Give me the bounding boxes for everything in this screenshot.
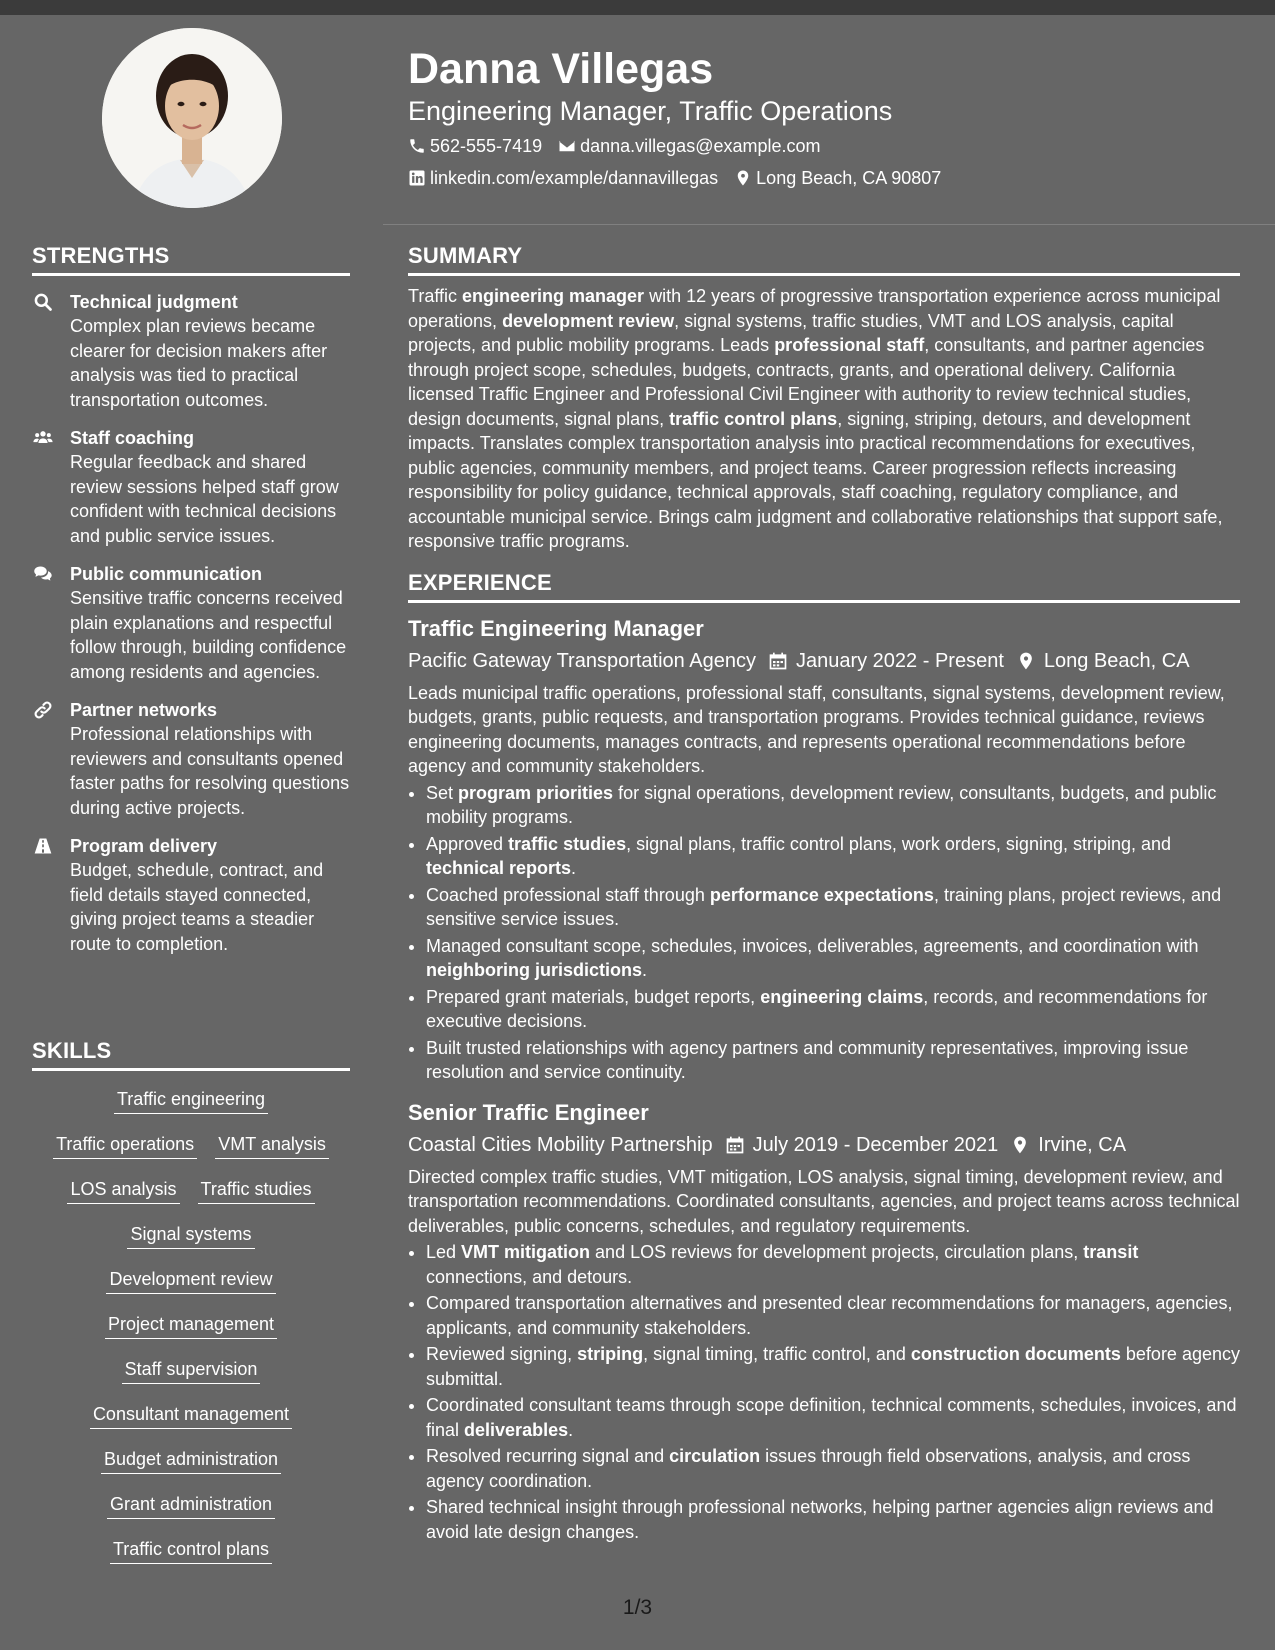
job-company: Coastal Cities Mobility Partnership [408,1133,713,1156]
summary-heading: SUMMARY [408,243,1240,276]
strength-title: Staff coaching [70,428,195,448]
main-column [408,243,1240,1544]
skill-tag: Staff supervision [122,1357,261,1384]
strength-text: Budget, schedule, contract, and field details stayed connected, giving project teams a steadier route to completion. [70,860,324,954]
email-text: danna.villegas@example.com [580,136,821,156]
phone-icon [408,137,426,155]
strength-title: Program delivery [70,836,218,856]
calendar-icon [725,1135,745,1155]
envelope-icon [558,137,576,155]
profile-photo [102,28,282,208]
strength-item [32,426,350,548]
strength-item [32,290,350,412]
skill-tag: Signal systems [127,1222,254,1249]
job-bullet: • Resolved recurring signal and circulation issues through field observations, analysis, and cross agency coordination. [426,1444,1240,1493]
strength-text: Professional relationships with reviewers and consultants opened faster paths for resolving questions during active projects. [70,724,350,818]
job-bullet: • Led VMT mitigation and LOS reviews for development projects, circulation plans, transit connections, and detours. [426,1240,1240,1289]
skill-tag: VMT analysis [215,1132,329,1159]
road-icon [32,836,54,856]
contact-row-2 [408,166,1238,190]
strengths-section [32,243,350,956]
strength-text: Regular feedback and shared review sessions helped staff grow confident with technical decisions and public service issues. [70,452,339,546]
job-bullet: • Set program priorities for signal operations, development review, consultants, budgets, and public mobility programs. [426,781,1240,830]
map-pin-icon [734,169,752,187]
job-location: Long Beach, CA [1043,649,1190,672]
job-description: Directed complex traffic studies, VMT mitigation, LOS analysis, signal timing, development review, and transportation recommendations. Coordinated consultants, agencies, and project teams across technical deliverables, public concerns, schedules, and regulatory requirements. [408,1166,1240,1236]
strength-item [32,562,350,684]
link-icon [32,700,54,720]
skill-tag: Project management [105,1312,277,1339]
comments-icon [32,564,54,584]
strength-text: Complex plan reviews became clearer for decision makers after analysis was tied to practical transportation outcomes. [70,316,328,410]
strength-title: Public communication [70,564,263,584]
users-icon [32,428,54,448]
location-text: Long Beach, CA 90807 [756,168,942,188]
job-bullets [408,781,1240,1085]
strength-text: Sensitive traffic concerns received plain explanations and respectful follow through, building confidence among residents and agencies. [70,588,347,682]
job-description: Leads municipal traffic operations, professional staff, consultants, signal systems, development review, budgets, grants, public requests, and transportation programs. Provides technical guidance, reviews engineering documents, manages contracts, and represents operational recommendations before agency and community stakeholders. [408,682,1225,776]
skill-tag: Budget administration [101,1447,281,1474]
skills-section [32,1038,350,1582]
skill-tag: Grant administration [107,1492,275,1519]
strength-title: Partner networks [70,700,218,720]
skill-tag: LOS analysis [67,1177,179,1204]
strengths-heading: STRENGTHS [32,243,350,276]
candidate-name: Danna Villegas [408,45,714,93]
summary-text: Traffic engineering manager with 12 years of progressive transportation experience across municipal operations, development review, signal systems, traffic studies, VMT and LOS analysis, capital projects, and public mobility programs. Leads professional staff, consultants, and partner agencies through project scope, schedules, budgets, contracts, grants, and operational delivery. California licensed Traffic Engineer and Professional Civil Engineer with authority to review technical studies, design documents, signal plans, traffic control plans, signing, striping, detours, and development impacts. Translates complex transportation analysis into practical recommendations for executives, public agencies, community members, and project teams. Career progression reflects increasing responsibility for policy guidance, technical approvals, staff coaching, regulatory compliance, and accountable municipal service. Brings calm judgment and collaborative relationships that support safe, responsive traffic programs. [408,286,1223,551]
search-icon [32,292,54,312]
job-title: Traffic Engineering Manager [408,615,704,641]
header-divider [383,224,1275,225]
job-bullet: • Managed consultant scope, schedules, invoices, deliverables, agreements, and coordination with neighboring jurisdictions. [426,934,1240,983]
job-location: Irvine, CA [1038,1133,1127,1156]
job-entry [408,615,1240,1085]
strength-item [32,834,350,956]
job-bullet: • Coordinated consultant teams through scope definition, technical comments, schedules, invoices, and final deliverables. [426,1393,1240,1442]
strength-item [32,698,350,820]
skill-tag: Consultant management [90,1402,292,1429]
skill-tag: Traffic engineering [114,1087,268,1114]
top-bar [0,0,1275,15]
job-bullet: • Compared transportation alternatives and presented clear recommendations for managers, agencies, applicants, and community stakeholders. [426,1291,1240,1340]
page-number: 1/3 [622,1596,653,1619]
map-pin-icon [1016,651,1036,671]
job-entry [408,1099,1240,1545]
experience-heading: EXPERIENCE [408,570,1240,603]
job-bullet: • Coached professional staff through performance expectations, training plans, project reviews, and sensitive service issues. [426,883,1240,932]
job-dates: January 2022 - Present [795,649,1004,672]
skill-tag: Development review [106,1267,275,1294]
linkedin-icon [408,169,426,187]
header [408,44,1238,190]
job-bullet: • Built trusted relationships with agency partners and community representatives, improving issue resolution and service continuity. [426,1036,1240,1085]
job-meta [408,1131,1240,1159]
calendar-icon [768,651,788,671]
job-bullets [408,1240,1240,1544]
contact-row-1 [408,134,1238,158]
linkedin-text: linkedin.com/example/dannavillegas [430,168,719,188]
job-company: Pacific Gateway Transportation Agency [408,649,756,672]
linkedin-item[interactable] [408,166,718,190]
job-title: Senior Traffic Engineer [408,1099,649,1125]
phone-item[interactable] [408,134,542,158]
skill-tag: Traffic operations [53,1132,197,1159]
candidate-title: Engineering Manager, Traffic Operations [408,96,893,126]
map-pin-icon [1010,1135,1030,1155]
skill-tag: Traffic studies [198,1177,315,1204]
job-bullet: • Approved traffic studies, signal plans, traffic control plans, work orders, signing, striping, and technical reports. [426,832,1240,881]
job-dates: July 2019 - December 2021 [752,1133,999,1156]
skill-tag: Traffic control plans [110,1537,272,1564]
skills-list [32,1087,350,1582]
job-bullet: • Prepared grant materials, budget reports, engineering claims, records, and recommendations for executive decisions. [426,985,1240,1034]
strength-title: Technical judgment [70,292,238,312]
job-bullet: • Reviewed signing, striping, signal timing, traffic control, and construction documents before agency submittal. [426,1342,1240,1391]
job-meta [408,647,1240,675]
phone-text: 562-555-7419 [430,136,543,156]
job-bullet: • Shared technical insight through professional networks, helping partner agencies align reviews and avoid late design changes. [426,1495,1240,1544]
location-item [734,166,941,190]
skills-heading: SKILLS [32,1038,350,1071]
email-item[interactable] [558,134,820,158]
